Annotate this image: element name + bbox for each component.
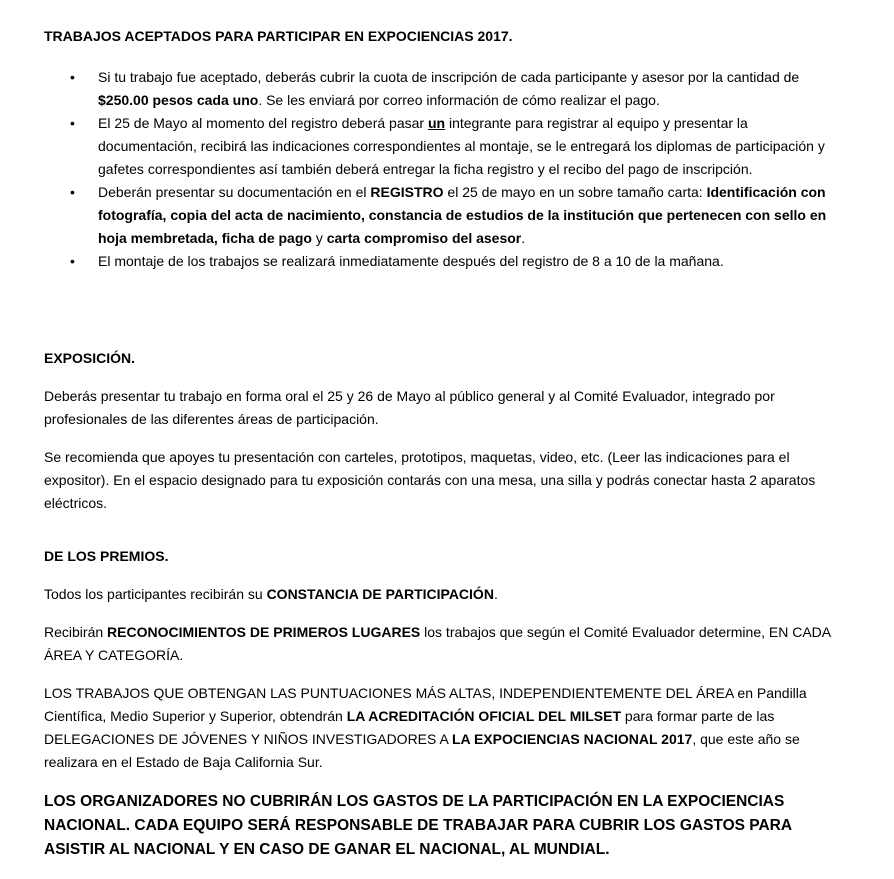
bullet-icon: • (70, 115, 75, 131)
final-notice: LOS ORGANIZADORES NO CUBRIRÁN LOS GASTOS DE LA PARTICIPACIÓN EN LA EXPOCIENCIAS NACIONAL. CADA EQUIPO SERÁ RESPONSABLE DE TRABAJAR PARA CUBRIR LOS GASTOS PARA ASISTIR AL NACIONAL Y EN CASO DE GANAR EL NACIONAL, AL MUNDIAL. (44, 793, 792, 858)
premios-paragraph-2: Recibirán RECONOCIMIENTOS DE PRIMEROS LUGARES los trabajos que según el Comité Evaluador determine, EN CADA ÁREA Y CATEGORÍA. (44, 624, 831, 663)
list-item: • Deberán presentar su documentación en el REGISTRO el 25 de mayo en un sobre tamaño carta: Identificación con fotografía, copia del acta de nacimiento, constancia de estudios de la institución que pertenecen con sello en hoja membretada, ficha de pago y carta compromiso del asesor. (44, 181, 844, 250)
list-item: • El 25 de Mayo al momento del registro deberá pasar un integrante para registrar al equipo y presentar la documentación, recibirá las indicaciones correspondientes al montaje, se le entregará los diplomas de participación y gafetes correspondientes así también deberá entregar la ficha registro y el recibo del pago de inscripción. (44, 112, 844, 181)
premios-heading: DE LOS PREMIOS. (44, 548, 169, 564)
exposicion-paragraph-1: Deberás presentar tu trabajo en forma oral el 25 y 26 de Mayo al público general y al Comité Evaluador, integrado por profesionales de las diferentes áreas de participación. (44, 388, 775, 427)
bullet-icon: • (70, 253, 75, 269)
exposicion-heading: EXPOSICIÓN. (44, 350, 136, 366)
requirements-list (44, 66, 844, 273)
list-item: • El montaje de los trabajos se realizará inmediatamente después del registro de 8 a 10 de la mañana. (44, 250, 844, 273)
premios-paragraph-3: LOS TRABAJOS QUE OBTENGAN LAS PUNTUACIONES MÁS ALTAS, INDEPENDIENTEMENTE DEL ÁREA en Pandilla Científica, Medio Superior y Superior, obtendrán LA ACREDITACIÓN OFICIAL DEL MILSET para formar parte de las DELEGACIONES DE JÓVENES Y NIÑOS INVESTIGADORES A LA EXPOCIENCIAS NACIONAL 2017, que este año se realizara en el Estado de Baja California Sur. (44, 685, 807, 770)
exposicion-paragraph-2: Se recomienda que apoyes tu presentación con carteles, prototipos, maquetas, video, etc. (Leer las indicaciones para el expositor). En el espacio designado para tu exposición contarás con una mesa, una silla y podrás conectar hasta 2 aparatos eléctricos. (44, 449, 816, 511)
bullet-icon: • (70, 184, 75, 200)
list-item: • Si tu trabajo fue aceptado, deberás cubrir la cuota de inscripción de cada participante y asesor por la cantidad de $250.00 pesos cada uno. Se les enviará por correo información de cómo realizar el pago. (44, 66, 844, 112)
bullet-icon: • (70, 69, 75, 85)
section-title: TRABAJOS ACEPTADOS PARA PARTICIPAR EN EXPOCIENCIAS 2017. (44, 28, 513, 44)
premios-paragraph-1: Todos los participantes recibirán su CONSTANCIA DE PARTICIPACIÓN. (44, 586, 498, 602)
